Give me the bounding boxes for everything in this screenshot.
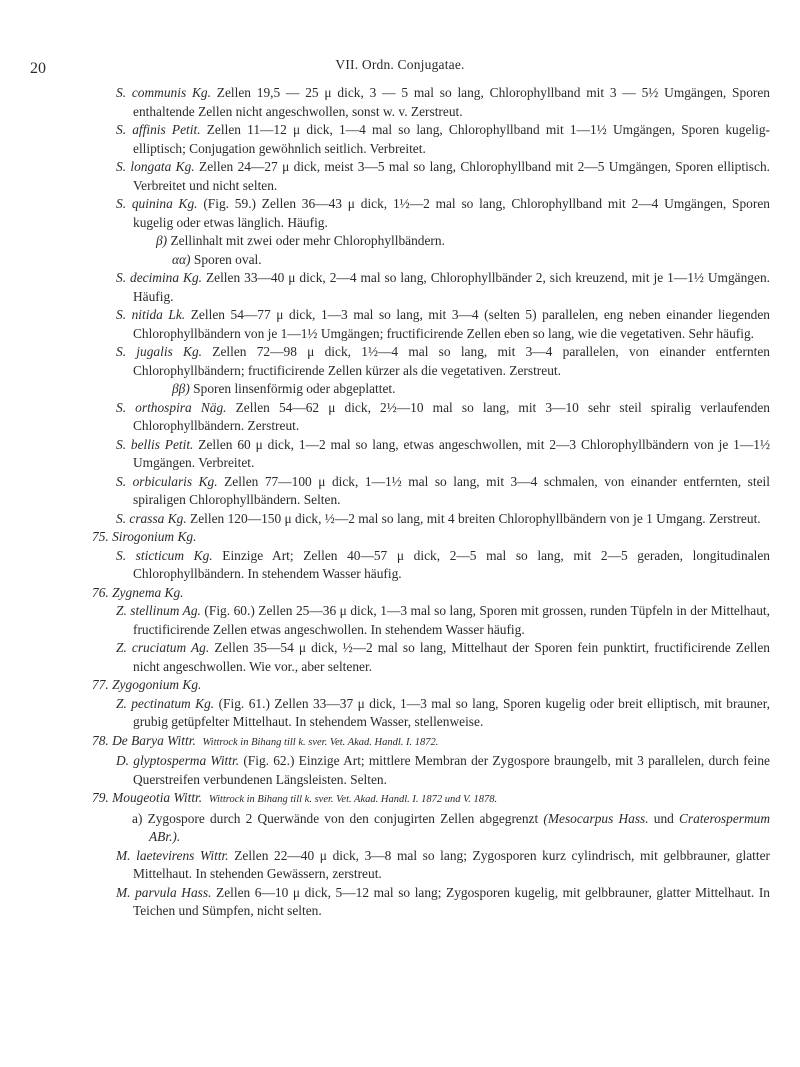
species-entry: [116, 847, 770, 884]
species-name: S. crassa Kg.: [116, 510, 187, 526]
genus-heading: 76. Zygnema Kg.: [92, 584, 184, 600]
species-text: (Fig. 60.) Zellen 25—36 μ dick, 1—3 mal so lang, Sporen mit grossen, runden Tüpfeln in der Mittelhaut, fructificirende Zellen etwas angeschwollen. In stehendem Wasser häufig.: [133, 603, 770, 637]
genus-reference: Wittrock in Bihang till k. sver. Vet. Akad. Handl. I. 1872.: [202, 736, 439, 748]
species-name: M. parvula Hass.: [116, 884, 212, 900]
genus-heading: 77. Zygogonium Kg.: [92, 677, 202, 692]
species-name: S. longata Kg.: [116, 159, 195, 174]
species-name: Z. cruciatum Ag.: [116, 640, 210, 655]
species-name: S. sticticum Kg.: [116, 547, 213, 563]
species-text: (Fig. 61.) Zellen 33—37 μ dick, 1—3 mal so lang, Sporen kugelig oder breit elliptisch, mit brauner, grubig getüpfelter Mittelhaut. In stehendem Wasser, stellenweise.: [133, 695, 770, 729]
species-text: Zellen 35—54 μ dick, ½—2 mal so lang, Mittelhaut der Sporen fein punktirt, fructificirende Zellen nicht angeschwollen. Wie vor., aber seltener.: [133, 640, 770, 674]
species-name: S. orbicularis Kg.: [116, 473, 218, 489]
species-name: D. glyptosperma Wittr.: [116, 753, 240, 768]
species-entry: [116, 436, 770, 473]
species-entry: [116, 269, 770, 306]
species-text: (Fig. 59.) Zellen 36—43 μ dick, 1½—2 mal so lang, Chlorophyllband mit 2—4 Umgängen, Sporen kugelig oder etwas länglich. Häufig.: [133, 196, 770, 230]
species-text: Zellen 19,5 — 25 μ dick, 3 — 5 mal so lang, Chlorophyllband mit 3 — 5½ Umgängen, Sporen enthaltende Zellen nicht angeschwollen, sonst w. v. Zerstreut.: [133, 85, 770, 119]
species-name: S. nitida Lk.: [116, 307, 186, 322]
species-name: S. quinina Kg.: [116, 196, 198, 211]
subheading-bb: ββ) Sporen linsenförmig oder abgeplattet.: [172, 381, 396, 396]
subheading-beta: β) Zellinhalt mit zwei oder mehr Chlorophyllbändern.: [156, 233, 445, 248]
species-text: (Fig. 62.) Einzige Art; mittlere Membran der Zygospore braungelb, mit 3 parallelen, durch feine Querstreifen verbundenen Längsleisten. Selten.: [133, 753, 770, 787]
subgroup-a: a) Zygospore durch 2 Querwände von den conjugirten Zellen abgegrenzt (Mesocarpus Hass. und Craterospermum ABr.).: [132, 810, 771, 844]
species-entry: [116, 158, 770, 195]
species-entry: [116, 547, 770, 584]
species-text: Zellen 22—40 μ dick, 3—8 mal so lang; Zygosporen kurz cylindrisch, mit gelbbrauner, glatter Mittelhaut. In stehenden Gewässern, zerstreut.: [133, 847, 770, 881]
species-entry: [116, 884, 770, 921]
genus-heading: 78. De Barya Wittr. Wittrock in Bihang till k. sver. Vet. Akad. Handl. I. 1872.: [92, 732, 439, 748]
species-entry: [116, 399, 770, 436]
species-name: M. laetevirens Wittr.: [116, 847, 229, 863]
species-entry: [116, 602, 770, 639]
species-text: Zellen 60 μ dick, 1—2 mal so lang, etwas angeschwollen, mit 2—3 Chlorophyllbändern von je 1—1½ Umgängen. Verbreitet.: [133, 436, 770, 470]
species-text: Zellen 77—100 μ dick, 1—1½ mal so lang, mit 3—4 schmalen, von einander entfernten, steil spiraligen Chlorophyllbändern. Selten.: [133, 473, 770, 507]
species-entry: [116, 473, 770, 510]
species-name: Z. pectinatum Kg.: [116, 695, 215, 711]
species-text: Zellen 6—10 μ dick, 5—12 mal so lang; Zygosporen kugelig, mit gelbbrauner, glatter Mittelhaut. In Teichen und Sümpfen, nicht selten.: [133, 884, 770, 918]
species-name: S. communis Kg.: [116, 85, 211, 100]
species-text: Einzige Art; Zellen 40—57 μ dick, 2—5 mal so lang, mit 2—5 geraden, longitudinalen Chlorophyllbändern. In stehendem Wasser häufig.: [133, 547, 770, 581]
genus-heading: 79. Mougeotia Wittr. Wittrock in Bihang till k. sver. Vet. Akad. Handl. I. 1872 und V. 1878.: [92, 790, 498, 805]
genus-heading: 75. Sirogonium Kg.: [92, 529, 197, 544]
subheading-aa: αα) Sporen oval.: [172, 251, 262, 267]
species-text: Zellen 72—98 μ dick, 1½—4 mal so lang, mit 3—4 parallelen, von einander entfernten Chlorophyllbändern; fructificirende Zellen kürzer als die vegetativen. Zerstreut.: [133, 344, 770, 378]
species-text: Zellen 120—150 μ dick, ½—2 mal so lang, mit 4 breiten Chlorophyllbändern von je 1 Umgang. Zerstreut.: [190, 510, 761, 526]
page-number: 20: [30, 60, 46, 77]
species-name: S. affinis Petit.: [116, 122, 201, 137]
species-name: Z. stellinum Ag.: [116, 603, 201, 618]
species-entry: [116, 639, 770, 676]
species-entry: [116, 195, 770, 232]
species-name: S. orthospira Näg.: [116, 399, 227, 415]
genus-reference: Wittrock in Bihang till k. sver. Vet. Akad. Handl. I. 1872 und V. 1878.: [208, 794, 498, 805]
species-text: Zellen 24—27 μ dick, meist 3—5 mal so lang, Chlorophyllband mit 2—5 Umgängen, Sporen elliptisch. Verbreitet und nicht selten.: [133, 159, 770, 193]
species-entry: [116, 695, 770, 732]
species-name: S. bellis Petit.: [116, 436, 194, 452]
species-name: S. decimina Kg.: [116, 270, 203, 285]
species-entry: [116, 84, 770, 121]
species-text: Zellen 54—62 μ dick, 2½—10 mal so lang, mit 3—10 sehr steil spiralig verlaufenden Chlorophyllbändern. Zerstreut.: [133, 399, 770, 433]
species-text: Zellen 11—12 μ dick, 1—4 mal so lang, Chlorophyllband mit 1—1½ Umgängen, Sporen kugelig-elliptisch; Conjugation gewöhnlich seitlich. Verbreitet.: [133, 122, 770, 156]
species-name: S. jugalis Kg.: [116, 344, 202, 359]
running-head: VII. Ordn. Conjugatae.: [335, 57, 465, 72]
species-entry: [116, 752, 770, 789]
species-text: Zellen 54—77 μ dick, 1—3 mal so lang, mit 3—4 (selten 5) parallelen, eng neben einander liegenden Chlorophyllbändern von je 1—1½ Umgängen; fructificirende Zellen eben so lang, wie die vegetativen. Sehr häufig.: [133, 307, 770, 341]
species-entry: [116, 306, 770, 343]
text-body: [92, 84, 771, 921]
species-entry: [116, 121, 770, 158]
species-entry: [116, 343, 770, 380]
species-text: Zellen 33—40 μ dick, 2—4 mal so lang, Chlorophyllbänder 2, sich kreuzend, mit je 1—1½ Umgängen. Häufig.: [133, 270, 770, 304]
species-entry: [116, 510, 770, 529]
